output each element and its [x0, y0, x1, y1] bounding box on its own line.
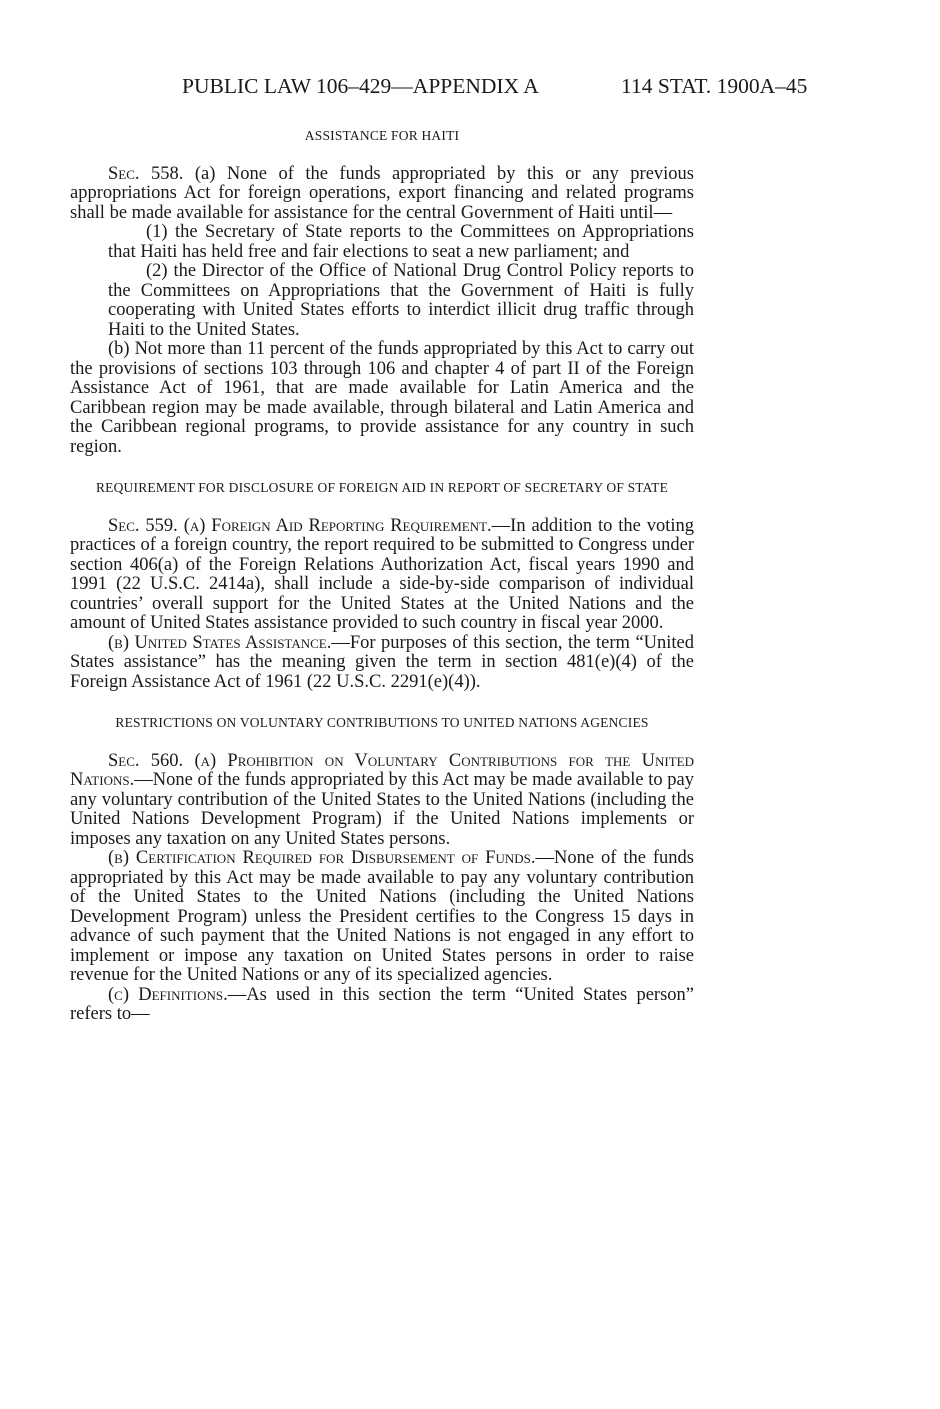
section-558-label: Sec. 558.	[108, 163, 184, 184]
section-560-a-caption: (a) Prohibition on Voluntary Contributions for the United Nations.	[70, 750, 694, 790]
section-560-c-text: —As used in this section the term “United States person” refers to—	[70, 984, 694, 1024]
section-559-subsection-b	[70, 634, 694, 693]
section-560-subsection-c	[70, 986, 694, 1025]
section-560-subsection-b	[70, 849, 694, 986]
section-560-label: Sec. 560.	[108, 750, 184, 771]
section-559-b-caption: (b) United States Assistance.	[108, 632, 332, 653]
section-559-heading: REQUIREMENT FOR DISCLOSURE OF FOREIGN AID IN REPORT OF SECRETARY OF STATE	[95, 480, 669, 495]
section-560-heading: RESTRICTIONS ON VOLUNTARY CONTRIBUTIONS TO UNITED NATIONS AGENCIES	[115, 715, 649, 730]
section-559-label: Sec. 559.	[108, 515, 178, 536]
section-559-a-caption: (a) Foreign Aid Reporting Requirement.	[183, 515, 492, 536]
section-559-b-text: —For purposes of this section, the term “United States assistance” has the meaning given the term in section 481(e)(4) of the Foreign Assistance Act of 1961 (22 U.S.C. 2291(e)(4)).	[70, 632, 695, 692]
statute-page-reference: 114 STAT. 1900A–45	[621, 74, 808, 98]
running-title: PUBLIC LAW 106–429—APPENDIX A	[182, 74, 539, 98]
section-558-heading: ASSISTANCE FOR HAITI	[304, 128, 460, 143]
section-558-subsection-a	[70, 165, 694, 224]
section-559-a-text: —In addition to the voting practices of a foreign country, the report required to be submitted to Congress under section 406(a) of the Foreign Relations Authorization Act, fiscal years 1990 and 1991 (22 U.S.C. 2414a), shall include a side-by-side comparison of individual countries’ overall support for the United States at the United Nations and the amount of United States assistance provided to such country in fiscal year 2000.	[70, 515, 695, 633]
section-560-a-text: —None of the funds appropriated by this Act may be made available to pay any voluntary contribution of the United States to the United Nations (including the United Nations Development Program) if the United Nations implements or imposes any taxation on any United States persons.	[70, 770, 694, 849]
section-560-b-caption: (b) Certification Required for Disbursement of Funds.	[108, 848, 536, 868]
section-560-subsection-a	[70, 752, 694, 850]
section-558-a-text: (a) None of the funds appropriated by this or any previous appropriations Act for foreign operations, export financing and related programs shall be made available for assistance for the central Government of Haiti until—	[70, 163, 694, 223]
page-header	[0, 74, 940, 104]
document-body	[70, 126, 694, 1025]
section-560-c-caption: (c) Definitions.	[108, 984, 228, 1005]
section-559-subsection-a	[70, 517, 694, 634]
section-558-subsection-b: (b) Not more than 11 percent of the funds appropriated by this Act to carry out the provisions of sections 103 through 106 and chapter 4 of part II of the Foreign Assistance Act of 1961, that are made available for Latin America and the Caribbean region may be made available, through bilateral and Latin America and the Caribbean regional programs, to provide assistance for any country in such region.	[70, 339, 694, 457]
section-560-b-text: —None of the funds appropriated by this Act may be made available to pay any voluntary contribution of the United States to the United Nations (including the United Nations Development Program) unless the President certifies to the Congress 15 days in advance of such payment that the United Nations is not engaged in any effort to implement or impose any taxation on United States persons in order to raise revenue for the United Nations or any of its specialized agencies.	[70, 848, 694, 985]
section-558-item-2: (2) the Director of the Office of National Drug Control Policy reports to the Committees on Appropriations that the Government of Haiti is fully cooperating with United States efforts to interdict illicit drug traffic through Haiti to the United States.	[108, 261, 694, 340]
section-558-item-1: (1) the Secretary of State reports to the Committees on Appropriations that Haiti has held free and fair elections to seat a new parliament; and	[108, 222, 694, 262]
